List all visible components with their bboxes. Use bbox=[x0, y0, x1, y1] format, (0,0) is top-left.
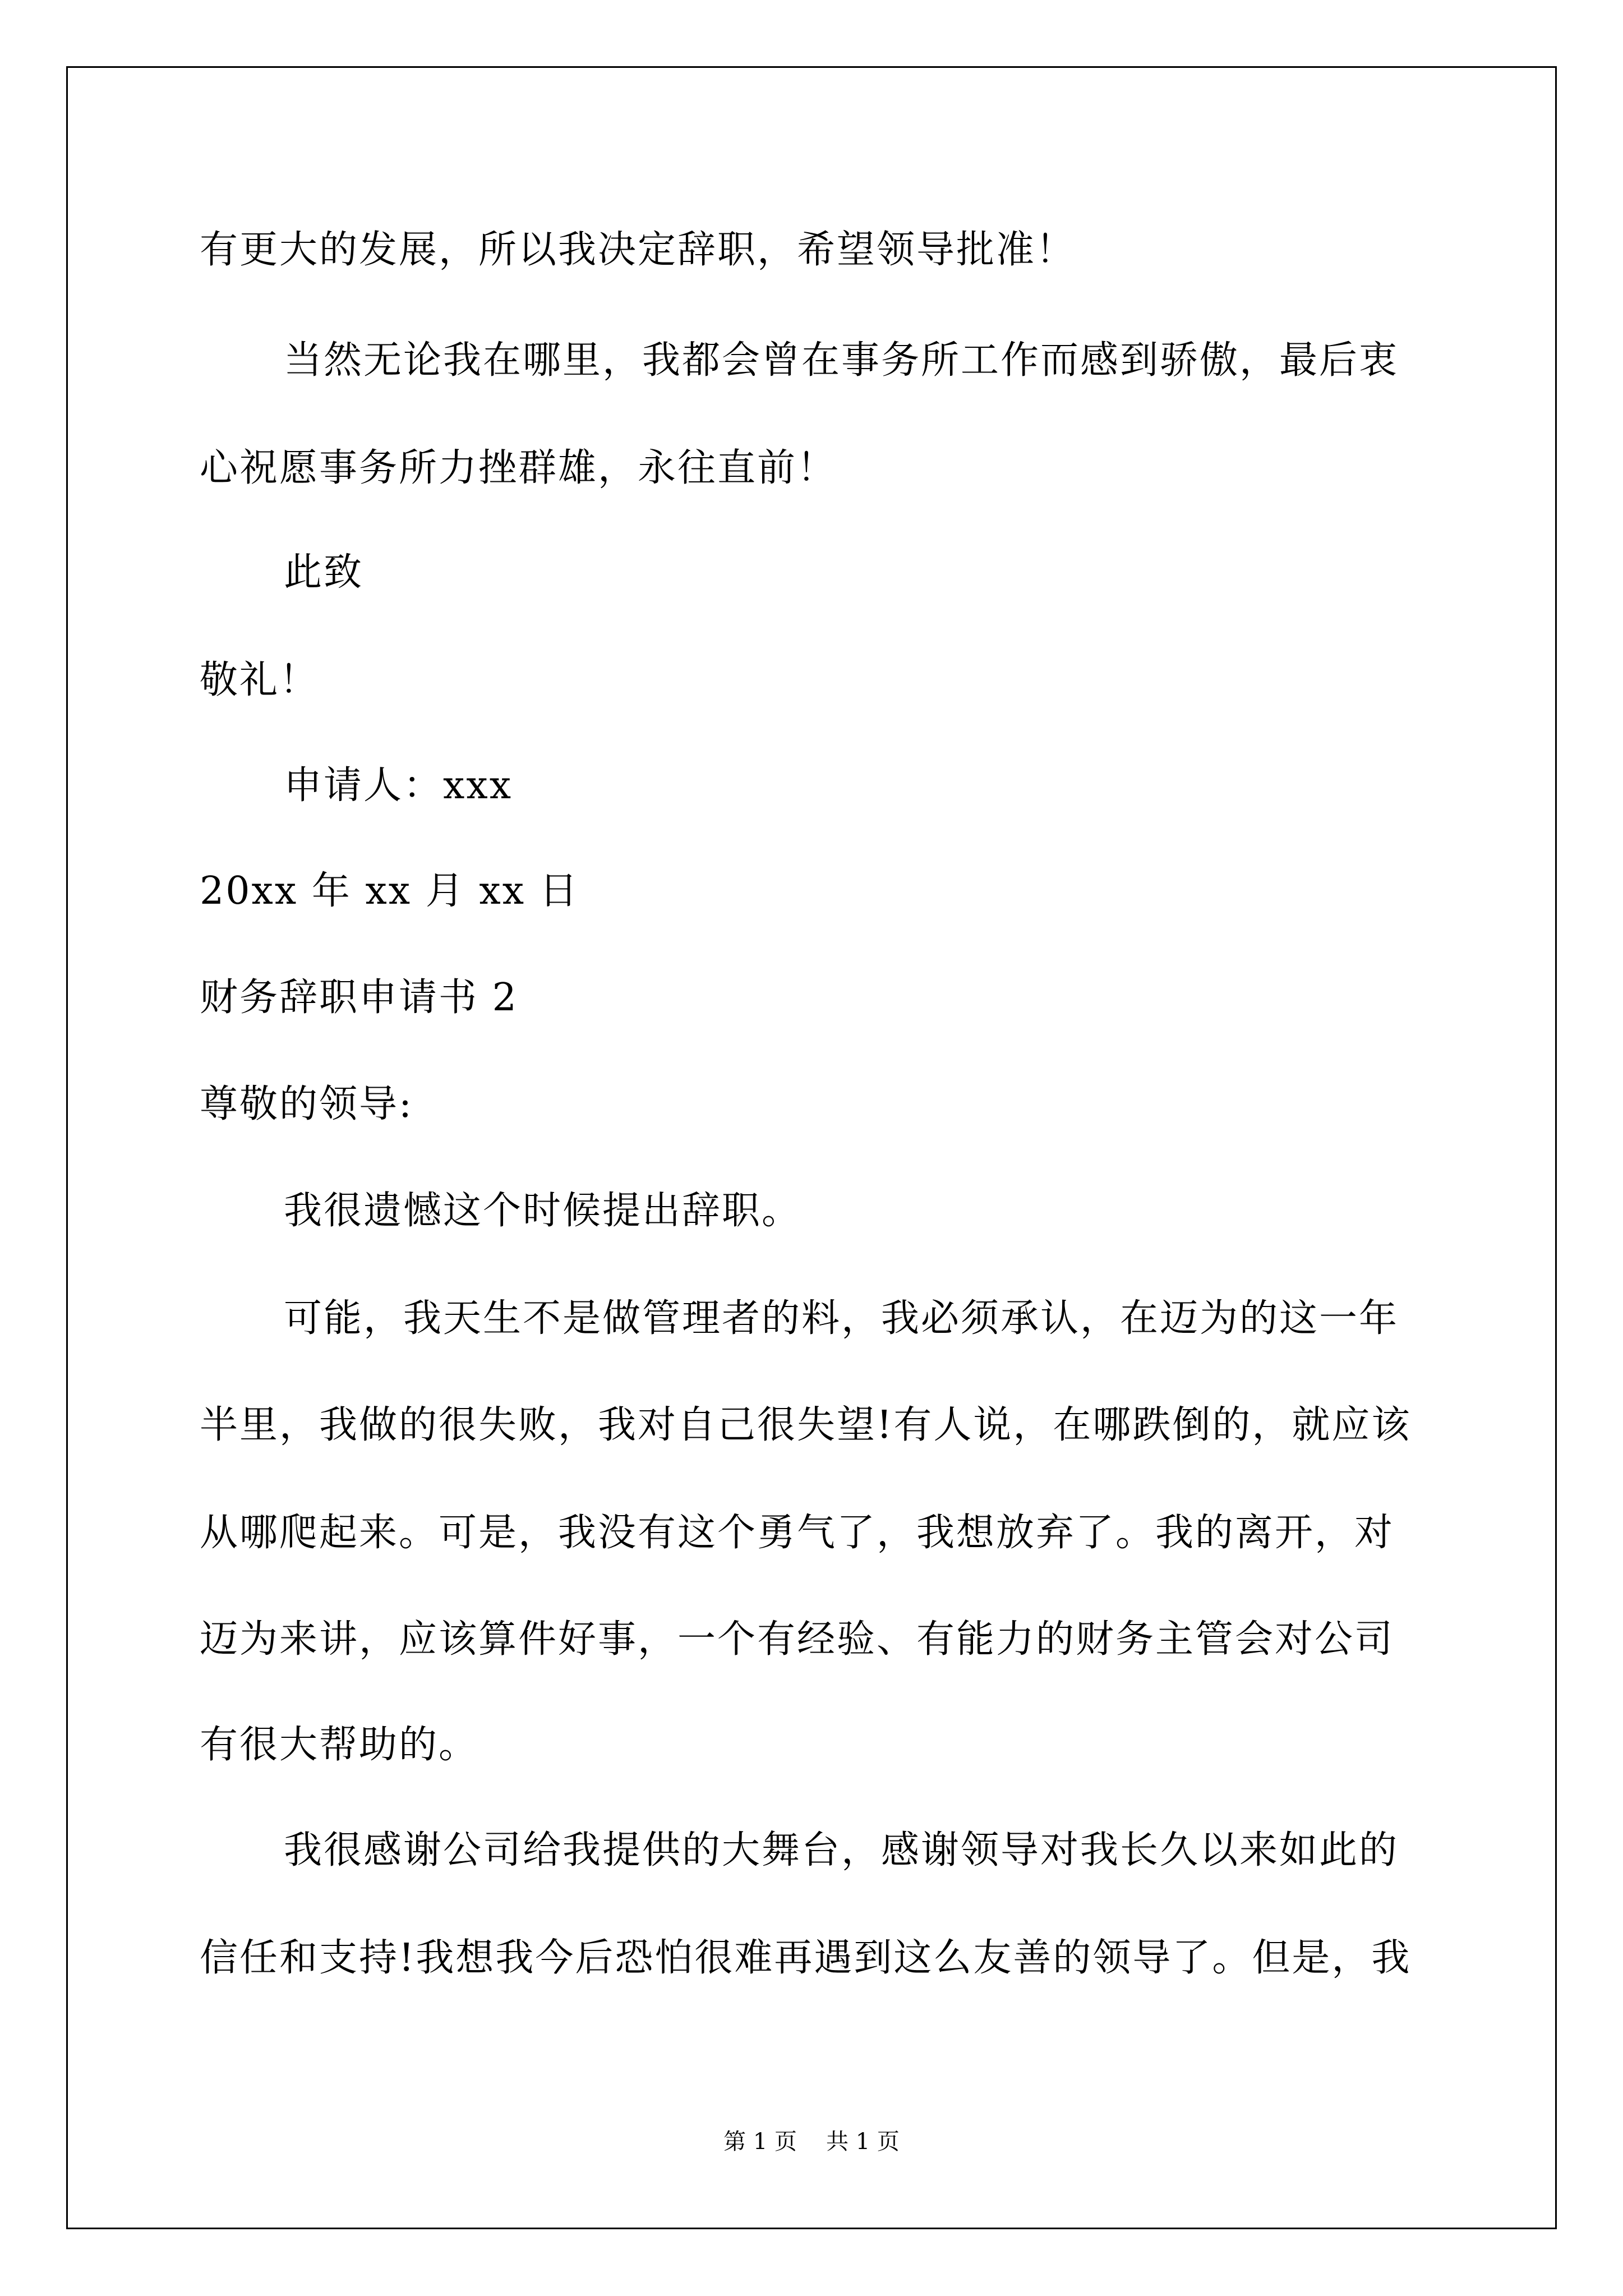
body-line-6: 半里，我做的很失败，我对自己很失望!有人说，在哪跌倒的，就应该 bbox=[200, 1403, 1412, 1447]
page-footer bbox=[0, 2126, 1623, 2157]
body-line-2: 当然无论我在哪里，我都会曾在事务所工作而感到骄傲，最后衷 bbox=[284, 338, 1399, 383]
body-line-3: 心祝愿事务所力挫群雄，永往直前！ bbox=[200, 446, 837, 490]
body-line-5: 可能，我天生不是做管理者的料，我必须承认，在迈为的这一年 bbox=[284, 1296, 1399, 1341]
body-line-9: 有很大帮助的。 bbox=[200, 1723, 479, 1767]
body-line-1: 有更大的发展，所以我决定辞职，希望领导批准！ bbox=[200, 228, 1076, 272]
body-line-8: 迈为来讲，应该算件好事，一个有经验、有能力的财务主管会对公司 bbox=[200, 1617, 1395, 1662]
applicant-signature: 申请人：xxx bbox=[284, 763, 513, 808]
greeting: 尊敬的领导: bbox=[200, 1082, 413, 1126]
body-line-10: 我很感谢公司给我提供的大舞台，感谢领导对我长久以来如此的 bbox=[284, 1828, 1399, 1872]
closing-regards: 敬礼！ bbox=[200, 658, 320, 702]
body-line-7: 从哪爬起来。可是，我没有这个勇气了，我想放弃了。我的离开，对 bbox=[200, 1511, 1395, 1555]
page-total: 共 1 页 bbox=[826, 2129, 900, 2155]
letter-date: 20xx 年 xx 月 xx 日 bbox=[200, 869, 579, 913]
section-title: 财务辞职申请书 2 bbox=[200, 976, 518, 1020]
body-line-4: 我很遗憾这个时候提出辞职。 bbox=[284, 1189, 802, 1233]
closing-salutation: 此致 bbox=[284, 550, 364, 595]
page-border bbox=[66, 66, 1557, 2229]
body-line-11: 信任和支持!我想我今后恐怕很难再遇到这么友善的领导了。但是，我 bbox=[200, 1936, 1412, 1980]
page-number: 第 1 页 bbox=[723, 2129, 797, 2155]
